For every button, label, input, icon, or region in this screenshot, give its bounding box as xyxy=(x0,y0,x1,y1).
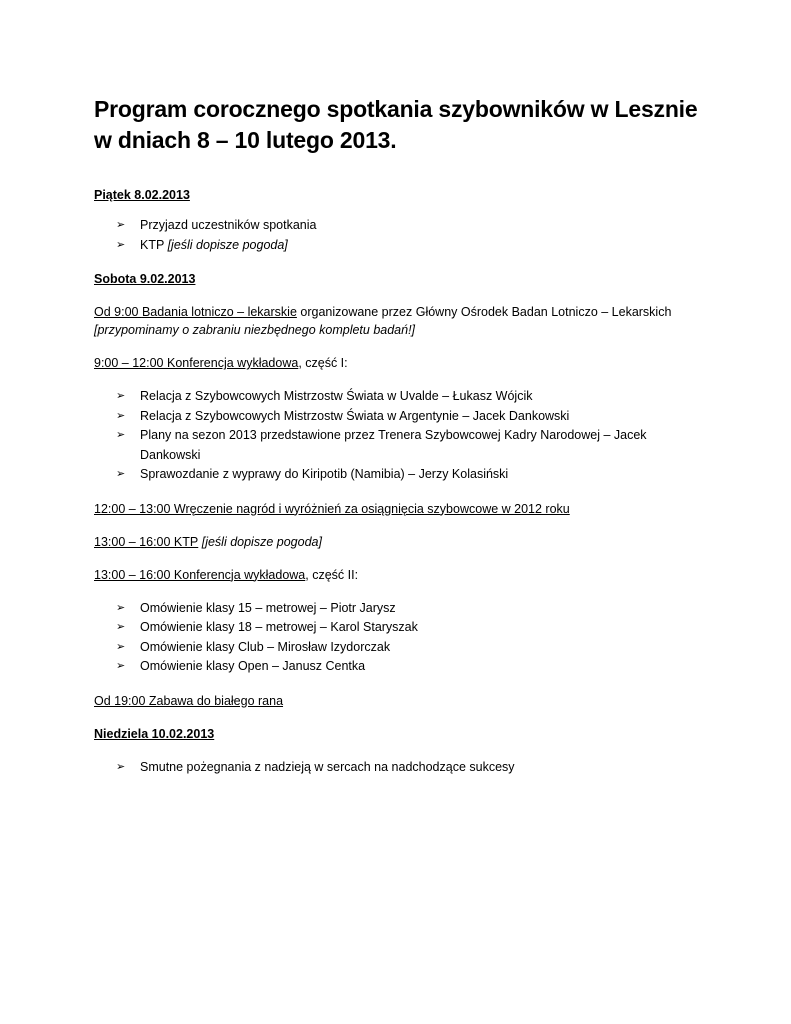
list-item: ➢ Omówienie klasy 18 – metrowej – Karol Staryszak xyxy=(94,618,714,638)
conference-1-heading: 9:00 – 12:00 Konferencja wykładowa, część I: xyxy=(94,356,348,370)
arrow-bullet-icon: ➢ xyxy=(116,238,126,251)
sunday-list xyxy=(94,758,714,778)
conference-1-list xyxy=(94,387,714,485)
list-item: ➢ Omówienie klasy Club – Mirosław Izydorczak xyxy=(94,638,714,658)
list-item: ➢ Omówienie klasy Open – Janusz Centka xyxy=(94,657,714,677)
medical-note: [przypominamy o zabraniu niezbędnego kompletu badań!] xyxy=(94,323,416,337)
medical-exams-paragraph: Od 9:00 Badania lotniczo – lekarskie organizowane przez Główny Ośrodek Badan Lotniczo – Lekarskich [przypominamy o zabraniu niezbędnego kompletu badań!] xyxy=(94,305,672,337)
arrow-bullet-icon: ➢ xyxy=(116,409,126,422)
list-item: ➢ Omówienie klasy 15 – metrowej – Piotr Jarysz xyxy=(94,599,714,619)
list-item: ➢ KTP [jeśli dopisze pogoda] xyxy=(94,236,714,256)
ktp-paragraph: 13:00 – 16:00 KTP [jeśli dopisze pogoda] xyxy=(94,534,322,549)
saturday-heading: Sobota 9.02.2013 xyxy=(94,272,196,286)
arrow-bullet-icon: ➢ xyxy=(116,219,126,231)
arrow-bullet-icon: ➢ xyxy=(116,621,126,633)
sunday-heading: Niedziela 10.02.2013 xyxy=(94,726,215,741)
list-item: ➢ Przyjazd uczestników spotkania xyxy=(94,216,714,236)
arrow-bullet-icon: ➢ xyxy=(116,660,126,672)
awards-paragraph: 12:00 – 13:00 Wręczenie nagród i wyróżnień za osiągnięcia szybowcowe w 2012 roku xyxy=(94,501,570,516)
title-line-1: Program corocznego spotkania szybowników w Lesznie xyxy=(94,96,698,122)
list-item: ➢ Relacja z Szybowcowych Mistrzostw Świata w Uvalde – Łukasz Wójcik xyxy=(94,387,714,407)
title-line-2: w dniach 8 – 10 lutego 2013. xyxy=(94,127,397,153)
list-item: ➢ Sprawozdanie z wyprawy do Kiripotib (Namibia) – Jerzy Kolasiński xyxy=(94,465,714,485)
list-item: ➢ Plany na sezon 2013 przedstawione przez Trenera Szybowcowej Kadry Narodowej – Jacek Dankowski xyxy=(116,428,647,462)
friday-heading: Piątek 8.02.2013 xyxy=(94,188,190,202)
arrow-bullet-icon: ➢ xyxy=(116,390,126,402)
list-item: ➢ Smutne pożegnania z nadzieją w sercach na nadchodzące sukcesy xyxy=(94,758,714,778)
document-title xyxy=(94,94,714,156)
document-page xyxy=(94,94,714,792)
arrow-bullet-icon: ➢ xyxy=(116,640,126,653)
arrow-bullet-icon: ➢ xyxy=(116,429,126,441)
arrow-bullet-icon: ➢ xyxy=(116,601,126,614)
arrow-bullet-icon: ➢ xyxy=(116,468,126,480)
friday-list xyxy=(94,216,714,255)
conference-2-list xyxy=(94,599,714,677)
list-item: ➢ Relacja z Szybowcowych Mistrzostw Świata w Argentynie – Jacek Dankowski xyxy=(94,407,714,427)
party-paragraph: Od 19:00 Zabawa do białego rana xyxy=(94,693,284,708)
arrow-bullet-icon: ➢ xyxy=(116,760,126,773)
conference-2-heading: 13:00 – 16:00 Konferencja wykładowa, część II: xyxy=(94,567,359,582)
